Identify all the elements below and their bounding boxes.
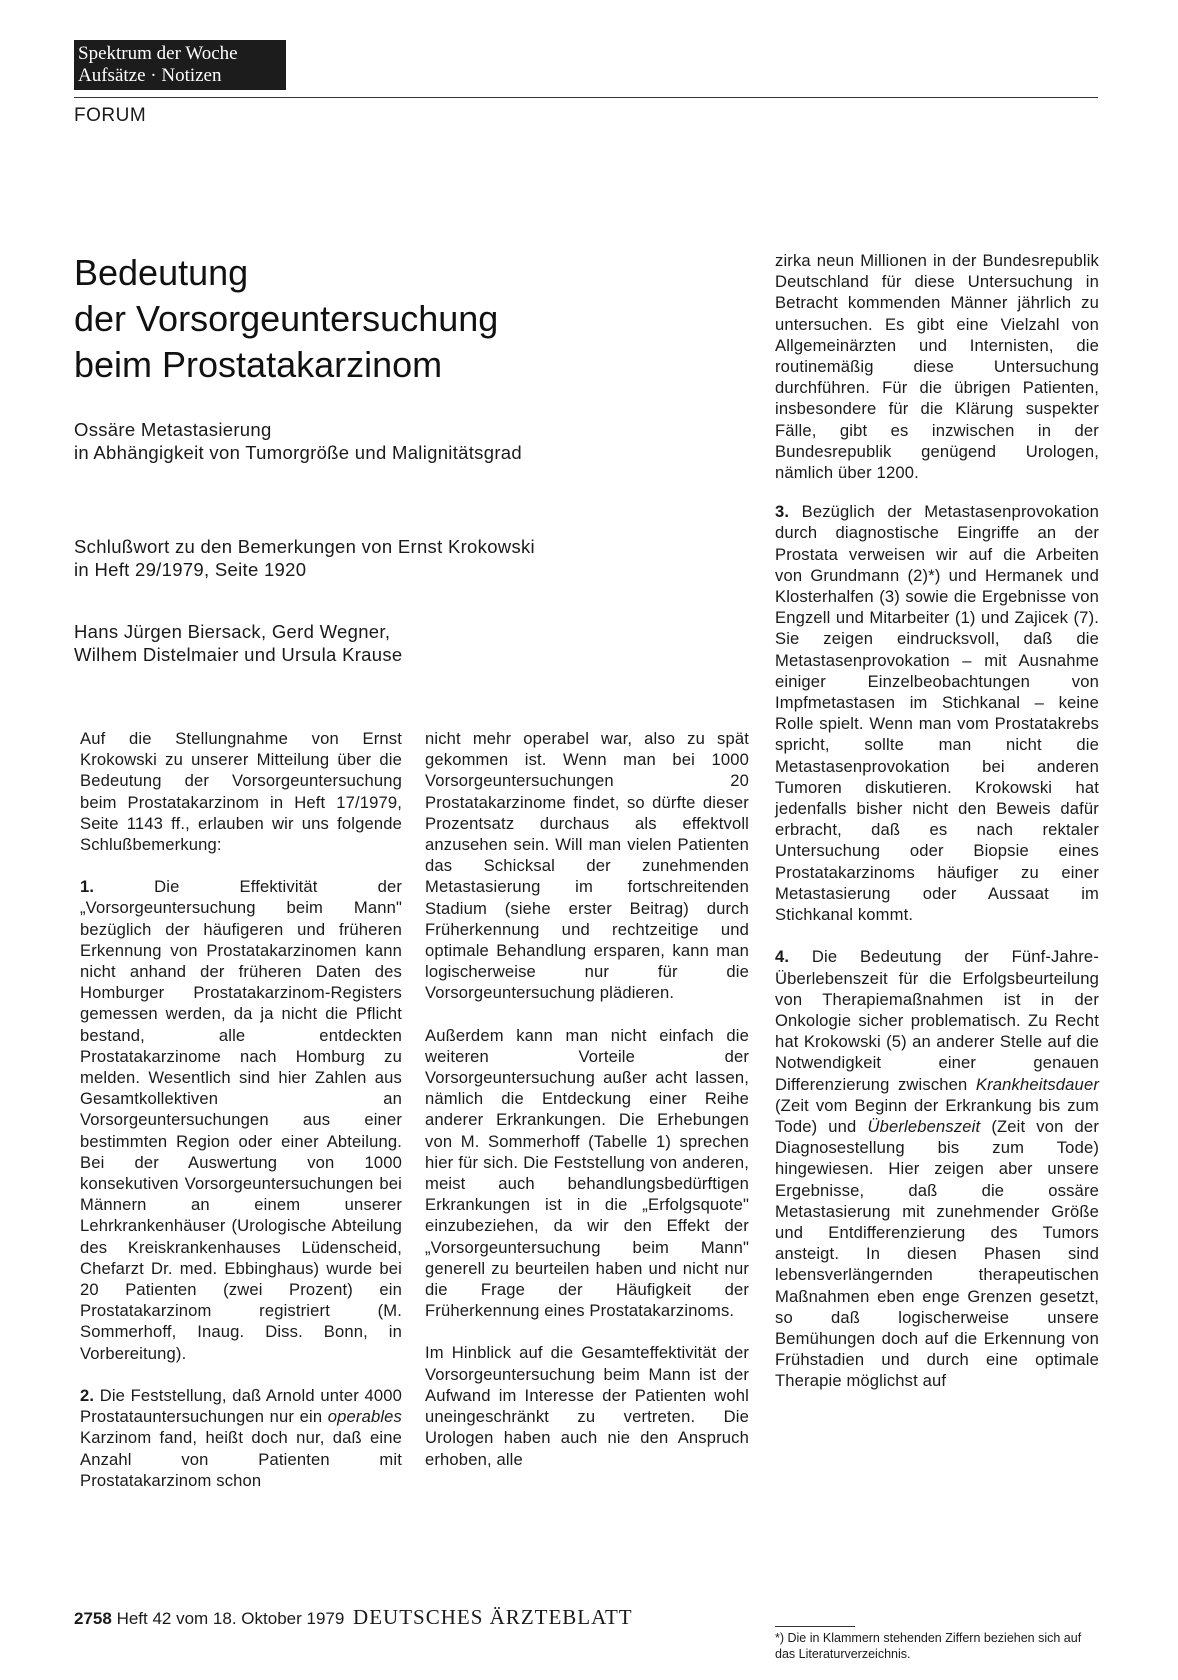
reference-line: in Heft 29/1979, Seite 1920 — [74, 559, 307, 580]
point-number: 1. — [80, 877, 95, 897]
subtitle-line: in Abhängigkeit von Tumorgröße und Malignitätsgrad — [74, 442, 522, 463]
emphasis: operables — [327, 1407, 402, 1427]
reference-line: Schlußwort zu den Bemerkungen von Ernst Krokowski — [74, 536, 535, 557]
paragraph: Im Hinblick auf die Gesamteffektivität der Vorsorgeuntersuchung beim Mann ist der Aufwand im Interesse der Patienten wohl uneingeschränkt zu vertreten. Die Urologen haben auch nie den Anspruch erhoben, alle — [425, 1343, 749, 1469]
paragraph-text: Die Effektivität der „Vorsorgeuntersuchung beim Mann" bezüglich der häufigeren und früheren Erkennung von Prostatakarzinomen kann nicht anhand der früheren Daten des Homburger Prostatakarzinom-Registers gemessen werden, da ja nicht die Pflicht bestand, alle entdeckten Prostatakarzinome nach Homburg zu melden. Wesentlich sind hier Zahlen aus Gesamtkollektiven an Vorsorgeuntersuchungen aus einer bestimmten Region oder einer Abteilung. Bei der Auswertung von 1000 konsekutiven Vorsorgeuntersuchungen bei Männern an einem unserer Lehrkrankenhäuser (Urologische Abteilung des Kreiskrankenhauses Lüdenscheid, Chefarzt Dr. med. Ebbinghaus) wurde bei 20 Patienten (zwei Prozent) ein Prostatakarzinom registriert (M. Sommerhoff, Inaug. Diss. Bonn, in Vorbereitung). — [80, 877, 402, 1363]
paragraph-text: (Zeit von der Diagnosestellung bis zum Tode) hingewiesen. Hier zeigen aber unsere Ergebnisse, daß die ossäre Metastasierung mit zunehmender Größe und Entdifferenzierung des Tumors ansteigt. In diesen Phasen sind lebensverlängernden therapeutischen Maßnahmen eben enge Grenzen gesetzt, so daß logischerweise unsere Bemühungen doch auf die Erkennung von Frühstadien und durch eine optimale Therapie möglichst auf — [775, 1116, 1099, 1391]
title-line: beim Prostatakarzinom — [74, 344, 443, 385]
paragraph: zirka neun Millionen in der Bundesrepublik Deutschland für diese Untersuchung in Betracht kommenden Männer jährlich zu untersuchen. Es gibt eine Vielzahl von Allgemeinärzten und Internisten, die routinemäßig diese Untersuchung durchführen. Für die übrigen Patienten, insbesondere für die Klärung suspekter Fälle, gibt es inzwischen in der Bundesrepublik genügend Urologen, nämlich über 1200. — [775, 251, 1099, 483]
emphasis: Krankheitsdauer — [975, 1074, 1099, 1094]
emphasis: Überlebenszeit — [867, 1116, 981, 1136]
paragraph: nicht mehr operabel war, also zu spät gekommen ist. Wenn man bei 1000 Vorsorgeuntersuchungen 20 Prostatakarzinome findet, so dürfte dieser Prozentsatz durchaus als effektvoll anzusehen sein. Will man vielen Patienten das Schicksal der zunehmenden Metastasierung im fortschreitenden Stadium (siehe erster Beitrag) durch Früherkennung und rechtzeitige und optimale Behandlung ersparen, kann man logischerweise nur für die Vorsorgeuntersuchung plädieren. — [425, 729, 749, 1003]
body-column-2 — [425, 728, 749, 1491]
page-number: 2758 — [74, 1609, 112, 1628]
subtitle-line: Ossäre Metastasierung — [74, 419, 272, 440]
journal-name: DEUTSCHES ÄRZTEBLATT — [353, 1605, 633, 1629]
title-line: der Vorsorgeuntersuchung — [74, 298, 499, 339]
paragraph-text: Karzinom fand, heißt doch nur, daß eine Anzahl von Patienten mit Prostatakarzinom schon — [80, 1428, 402, 1490]
authors-line: Hans Jürgen Biersack, Gerd Wegner, — [74, 621, 391, 642]
footnote: *) Die in Klammern stehenden Ziffern beziehen sich auf das Literaturverzeichnis. — [775, 1631, 1082, 1661]
body-column-3 — [775, 250, 1099, 1413]
article-reference — [74, 535, 694, 581]
paragraph-text: Die Bedeutung der Fünf-Jahre-Überlebenszeit für die Erfolgsbeurteilung von Therapiemaßnahmen ist in der Onkologie sicher problematisch. Zu Recht hat Krokowski (5) an anderer Stelle auf die Notwendigkeit einer genauen Differenzierung zwischen — [775, 947, 1099, 1094]
point-number: 3. — [775, 502, 790, 522]
authors-line: Wilhem Distelmaier und Ursula Krause — [74, 644, 403, 665]
article-authors — [74, 620, 694, 666]
section-label: FORUM — [74, 105, 147, 126]
body-column-1 — [80, 728, 402, 1512]
header-line-1: Spektrum der Woche — [78, 43, 238, 64]
footnote-rule — [775, 1626, 855, 1627]
header-line-2: Aufsätze · Notizen — [78, 65, 222, 86]
top-rule — [74, 97, 1098, 98]
paragraph — [775, 946, 1099, 1391]
section-header-box — [74, 40, 286, 90]
paragraph: Auf die Stellungnahme von Ernst Krokowski zu unserer Mitteilung über die Bedeutung der Vorsorgeuntersuchung beim Prostatakarzinom in Heft 17/1979, Seite 1143 ff., erlauben wir uns folgende Schlußbemerkung: — [80, 729, 402, 855]
paragraph-text: Bezüglich der Metastasenprovokation durch diagnostische Eingriffe an der Prostata verweisen wir auf die Arbeiten von Grundmann (2)*) und Hermanek und Klosterhalfen (3) sowie die Ergebnisse von Engzell und Mitarbeiter (1) und Zajicek (7). Sie zeigen eindrucksvoll, daß die Metastasenprovokation – mit Ausnahme einiger Einzelbeobachtungen von Impfmetastasen im Stichkanal – keine Rolle spielt. Wenn man vom Prostatakrebs spricht, sollte man nicht die Metastasenprovokation bei anderen Tumoren diskutieren. Krokowski hat jedenfalls bisher nicht den Beweis dafür erbracht, daß es nach rektaler Untersuchung oder Biopsie eines Prostatakarzinoms häufiger zu einer Metastasierung oder Aussaat im Stichkanal kommt. — [775, 502, 1099, 925]
issue-info: Heft 42 vom 18. Oktober 1979 — [116, 1609, 345, 1628]
paragraph — [80, 876, 402, 1364]
paragraph — [775, 501, 1099, 925]
point-number: 2. — [80, 1385, 95, 1405]
article-title — [74, 250, 694, 388]
paragraph: Außerdem kann man nicht einfach die weiteren Vorteile der Vorsorgeuntersuchung außer acht lassen, nämlich die Entdeckung einer Reihe anderer Erkrankungen. Die Erhebungen von M. Sommerhoff (Tabelle 1) sprechen hier für sich. Die Feststellung von anderen, meist auch behandlungsbedürftigen Erkrankungen ist in die „Erfolgsquote" einzubeziehen, da wir den Effekt der „Vorsorgeuntersuchung beim Mann" generell zu beurteilen haben und nicht nur die Frage der Häufigkeit der Früherkennung eines Prostatakarzinoms. — [425, 1025, 749, 1321]
article-subtitle — [74, 418, 694, 464]
page-footer — [74, 1605, 633, 1630]
paragraph-text: Die Feststellung, daß Arnold unter 4000 Prostatauntersuchungen nur ein — [80, 1385, 402, 1427]
paragraph-text: (Zeit vom Beginn der Erkrankung bis zum Tode) und — [775, 1095, 1099, 1136]
title-line: Bedeutung — [74, 252, 249, 293]
point-number: 4. — [775, 947, 790, 967]
paragraph — [80, 1385, 402, 1491]
